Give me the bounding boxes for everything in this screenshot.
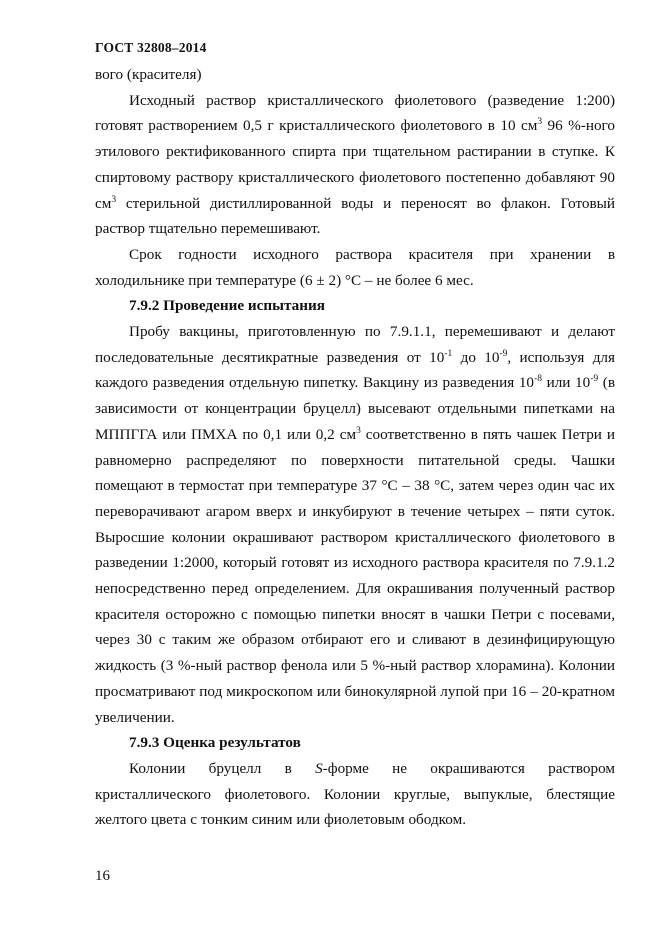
paragraph-continuation: вого (красителя) xyxy=(95,66,202,83)
text-run: стерильной дистиллированной воды и переносят во флакон. Готовый раствор тщательно перемешивают. xyxy=(95,194,615,238)
paragraph-test-procedure xyxy=(95,319,615,730)
text-run: (в зависимости от концентрации бруцелл) высевают отдельными пипетками на МППГГА или ПМХА по 0,1 или 0,2 см xyxy=(95,374,615,443)
page-number: 16 xyxy=(95,868,110,884)
text-run: или 10 xyxy=(541,374,591,392)
text-run: , используя для каждого разведения отдельную пипетку. Вакцину из разведения 10 xyxy=(95,348,615,392)
paragraph-stock-solution xyxy=(95,88,615,242)
text-run: Колонии бруцелл в xyxy=(129,759,316,777)
superscript: -1 xyxy=(444,348,453,359)
superscript: 3 xyxy=(356,425,361,436)
section-heading-7-9-3: 7.9.3 Оценка результатов xyxy=(129,734,301,752)
paragraph-shelf-life: Срок годности исходного раствора красителя при хранении в холодильнике при температуре (6 ± 2) °С – не более 6 мес. xyxy=(95,245,615,289)
italic-text: S xyxy=(315,759,323,777)
standard-header: ГОСТ 32808–2014 xyxy=(95,40,207,55)
text-run: до 10 xyxy=(452,348,500,366)
superscript: -8 xyxy=(534,374,542,385)
superscript: -9 xyxy=(590,374,599,385)
text-run: Пробу вакцины, приготовленную по 7.9.1.1, перемешивают и делают последовательные десятикратные разведения от 10 xyxy=(95,323,615,366)
superscript: 3 xyxy=(111,194,117,205)
document-body xyxy=(95,62,615,833)
superscript: 3 xyxy=(537,117,543,128)
paragraph-result-evaluation xyxy=(95,756,615,833)
text-run: -форме не окрашиваются раствором кристаллического фиолетового. Колонии круглые, выпуклые, блестящие желтого цвета с тонким синим или фиолетовым ободком. xyxy=(95,759,616,829)
section-heading-7-9-2: 7.9.2 Проведение испытания xyxy=(129,297,325,315)
superscript: -9 xyxy=(499,348,508,359)
text-run: 96 %-ного этилового ректификованного спирта при тщательном растирании в ступке. К спиртовому раствору кристаллического фиолетового постепенно добавляют 90 см xyxy=(95,117,615,212)
text-run: Исходный раствор кристаллического фиолетового (разведение 1:200) готовят растворением 0,5 г кристаллического фиолетового в 10 см xyxy=(95,91,615,135)
text-run: соответственно в пять чашек Петри и равномерно распределяют по поверхности питательной среды. Чашки помещают в термостат при температуре 37 °С – 38 °С, затем через один час их переворачивают агаром вверх и инкубируют в течение четырех – пяти суток. Выросшие колонии окрашивают раствором кристаллического фиолетового в разведении 1:2000, который готовят из исходного раствора красителя по 7.9.1.2 непосредственно перед определением. Для окрашивания полученный раствор красителя осторожно с помощью пипетки вносят в чашки Петри с посевами, через 30 с таким же образом отбирают его и сливают в дезинфицирующую жидкость (3 %-ный раствор фенола или 5 %-ный раствор хлорамина). Колонии просматривают под микроскопом или бинокулярной лупой при 16 – 20-кратном увеличении. xyxy=(95,425,616,726)
